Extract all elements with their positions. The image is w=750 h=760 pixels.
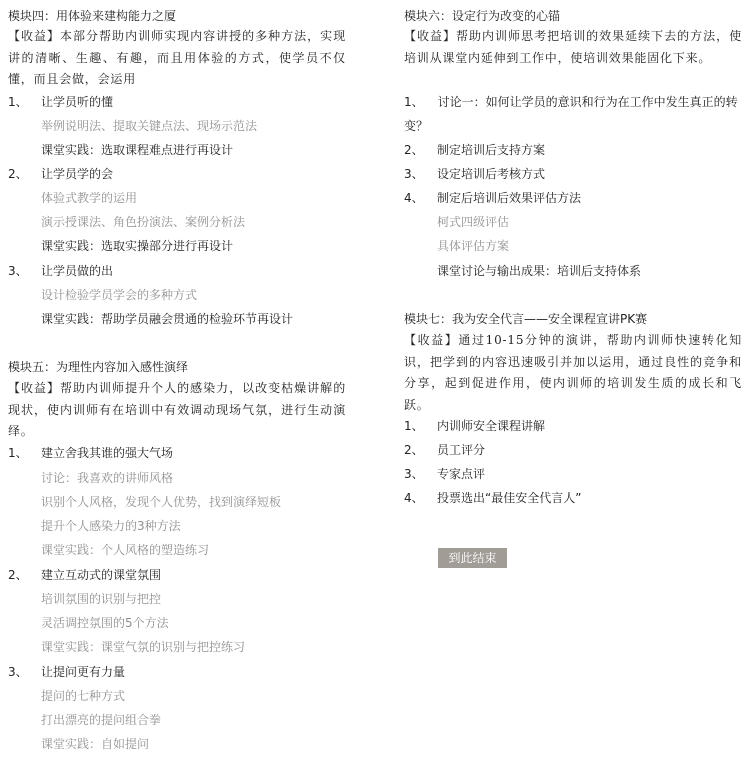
item-label: 让提问更有力量	[41, 665, 126, 679]
module7-benefit: 【收益】通过10-15分钟的演讲，帮助内训师快速转化知识，把学到的内容迅速吸引并加以运用，通过良性的竞争和分享，起到促进作用，使内训师的培训发生质的成长和飞跃。	[404, 333, 742, 412]
item-label: 投票选出“最佳安全代言人”	[437, 491, 582, 505]
item-label: 讨论一：如何让学员的意识和行为在工作中发生真正的转变？	[404, 95, 738, 133]
module5-item-3-sub-2: 打出漂亮的提问组合拳	[41, 713, 162, 727]
item-number: 1、	[404, 95, 424, 109]
module4-item-3-sub-1: 设计检验学员学会的多种方式	[41, 288, 198, 302]
module6-title: 模块六：设定行为改变的心锚	[404, 9, 561, 23]
module4-title: 模块四：用体验来建构能力之厦	[8, 9, 177, 23]
item-number: 2、	[404, 443, 424, 457]
module4-item-2-practice: 课堂实践：选取实操部分进行再设计	[41, 239, 234, 253]
item-label: 内训师安全课程讲解	[437, 419, 546, 433]
module4-item-2-sub-1: 体验式教学的运用	[41, 191, 138, 205]
item-number: 2、	[8, 568, 28, 582]
module5-item-3-sub-3: 课堂实践：自如提问	[41, 737, 150, 751]
item-number: 1、	[8, 95, 28, 109]
module6-item-4-practice: 课堂讨论与输出成果：培训后支持体系	[437, 264, 642, 278]
module5-item-1-sub-2: 识别个人风格，发现个人优势，找到演绎短板	[41, 495, 282, 509]
module7-title: 模块七：我为安全代言——安全课程宣讲PK赛	[404, 312, 648, 326]
module4-item-2-sub-2: 演示授课法、角色扮演法、案例分析法	[41, 215, 246, 229]
module6-benefit: 【收益】帮助内训师思考把培训的效果延续下去的方法，使培训从课堂内延伸到工作中，使培训效果能固化下来。	[404, 29, 742, 65]
item-label: 员工评分	[437, 443, 486, 457]
end-label: 到此结束	[438, 548, 507, 568]
module4-item-1-practice: 课堂实践：选取课程难点进行再设计	[41, 143, 234, 157]
item-number: 3、	[8, 665, 28, 679]
item-number: 2、	[404, 143, 424, 157]
module4-item-1-sub-1: 举例说明法、提取关键点法、现场示范法	[41, 119, 258, 133]
item-label: 专家点评	[437, 467, 486, 481]
module5-benefit: 【收益】帮助内训师提升个人的感染力，以改变枯燥讲解的现状，使内训师有在培训中有效调动现场气氛，进行生动演绎。	[8, 381, 346, 438]
module6-item-1	[404, 90, 744, 138]
module4-benefit: 【收益】本部分帮助内训师实现内容讲授的多种方法，实现讲的清晰、生趣、有趣，而且用体验的方式，使学员不仅懂，而且会做，会运用	[8, 29, 346, 86]
module5-item-2-sub-2: 灵活调控氛围的5个方法	[41, 616, 169, 630]
item-label: 让学员做的出	[41, 264, 114, 278]
item-number: 1、	[404, 419, 424, 433]
module6-item-4-sub-1: 柯式四级评估	[437, 215, 510, 229]
module5-item-1-sub-3: 提升个人感染力的3种方法	[41, 519, 181, 533]
module5-item-2-sub-1: 培训氛围的识别与把控	[41, 592, 162, 606]
item-label: 设定培训后考核方式	[437, 167, 546, 181]
item-label: 制定后培训后效果评估方法	[437, 191, 582, 205]
item-number: 3、	[404, 467, 424, 481]
module5-item-1-sub-4: 课堂实践：个人风格的塑造练习	[41, 543, 210, 557]
item-label: 让学员学的会	[41, 167, 114, 181]
item-number: 4、	[404, 491, 424, 505]
module6-item-4-sub-2: 具体评估方案	[437, 239, 510, 253]
module5-item-2-sub-3: 课堂实践：课堂气氛的识别与把控练习	[41, 640, 246, 654]
item-label: 建立舍我其谁的强大气场	[41, 446, 174, 460]
module5-title: 模块五：为理性内容加入感性演绎	[8, 360, 189, 374]
module4-item-3-practice: 课堂实践：帮助学员融会贯通的检验环节再设计	[41, 312, 294, 326]
item-number: 1、	[8, 446, 28, 460]
module5-item-3-sub-1: 提问的七种方式	[41, 689, 126, 703]
item-number: 2、	[8, 167, 28, 181]
module5-item-1-sub-1: 讨论：我喜欢的讲师风格	[41, 471, 174, 485]
item-number: 3、	[8, 264, 28, 278]
item-label: 建立互动式的课堂氛围	[41, 568, 162, 582]
item-number: 4、	[404, 191, 424, 205]
item-label: 制定培训后支持方案	[437, 143, 546, 157]
item-label: 让学员听的懂	[41, 95, 114, 109]
item-number: 3、	[404, 167, 424, 181]
